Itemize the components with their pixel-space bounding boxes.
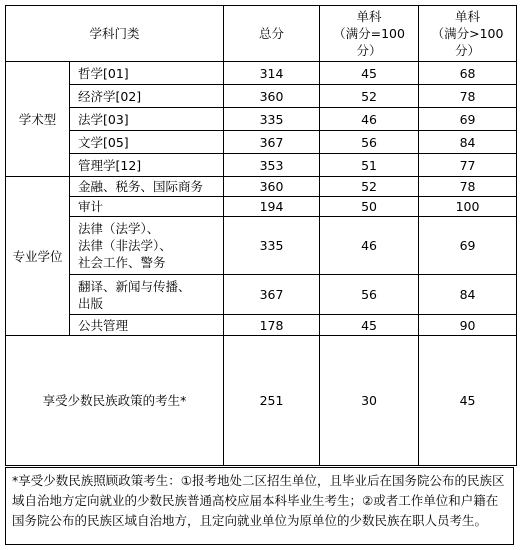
single-gt100-cell: 90 — [419, 315, 517, 336]
subject-cell: 法律（法学）、 法律（非法学）、 社会工作、警务 — [70, 217, 224, 275]
single-gt100-cell: 100 — [419, 197, 517, 217]
subject-cell: 金融、税务、国际商务 — [70, 177, 224, 197]
header-single-100: 单科 （满分=100 分） — [320, 6, 419, 62]
single-gt100-cell: 69 — [419, 108, 517, 131]
footnote: *享受少数民族照顾政策考生：①报考地处二区招生单位，且毕业后在国务院公布的民族区域自治地方定向就业的少数民族普通高校应届本科毕业生考生；②或者工作单位和户籍在国务院公布的民族区域自治地方，且定向就业单位为原单位的少数民族在职人员考生。 — [5, 467, 514, 545]
single-100-cell: 56 — [320, 275, 419, 315]
subject-cell: 管理学[12] — [70, 154, 224, 177]
single-100-cell: 45 — [320, 315, 419, 336]
subject-cell: 翻译、新闻与传播、 出版 — [70, 275, 224, 315]
total-cell: 178 — [224, 315, 320, 336]
total-cell: 335 — [224, 217, 320, 275]
score-table — [5, 5, 517, 466]
subject-cell: 审计 — [70, 197, 224, 217]
total-cell: 194 — [224, 197, 320, 217]
single-100-cell: 51 — [320, 154, 419, 177]
table-row — [6, 85, 517, 108]
table-row — [6, 62, 517, 85]
single-gt100-cell: 84 — [419, 275, 517, 315]
minority-label: 享受少数民族政策的考生* — [6, 336, 224, 466]
single-gt100-cell: 84 — [419, 131, 517, 154]
table-row — [6, 275, 517, 315]
single-100-cell: 46 — [320, 108, 419, 131]
table-row — [6, 177, 517, 197]
table-row — [6, 197, 517, 217]
minority-single-gt100: 45 — [419, 336, 517, 466]
header-row — [6, 6, 517, 62]
minority-total: 251 — [224, 336, 320, 466]
total-cell: 367 — [224, 275, 320, 315]
total-cell: 367 — [224, 131, 320, 154]
total-cell: 360 — [224, 177, 320, 197]
subject-cell: 公共管理 — [70, 315, 224, 336]
single-100-cell: 46 — [320, 217, 419, 275]
minority-single-100: 30 — [320, 336, 419, 466]
single-100-cell: 52 — [320, 177, 419, 197]
table-row — [6, 154, 517, 177]
table-row — [6, 108, 517, 131]
single-100-cell: 56 — [320, 131, 419, 154]
single-gt100-cell: 68 — [419, 62, 517, 85]
total-cell: 335 — [224, 108, 320, 131]
table-row — [6, 131, 517, 154]
single-gt100-cell: 78 — [419, 177, 517, 197]
subject-cell: 法学[03] — [70, 108, 224, 131]
group-professional: 专业学位 — [6, 177, 70, 336]
total-cell: 314 — [224, 62, 320, 85]
table-row — [6, 315, 517, 336]
group-academic: 学术型 — [6, 62, 70, 177]
single-gt100-cell: 69 — [419, 217, 517, 275]
single-gt100-cell: 77 — [419, 154, 517, 177]
minority-row — [6, 336, 517, 466]
single-100-cell: 45 — [320, 62, 419, 85]
table-row — [6, 217, 517, 275]
total-cell: 353 — [224, 154, 320, 177]
single-100-cell: 50 — [320, 197, 419, 217]
single-gt100-cell: 78 — [419, 85, 517, 108]
single-100-cell: 52 — [320, 85, 419, 108]
subject-cell: 哲学[01] — [70, 62, 224, 85]
header-category: 学科门类 — [6, 6, 224, 62]
total-cell: 360 — [224, 85, 320, 108]
header-single-gt100: 单科 （满分>100 分） — [419, 6, 517, 62]
header-total: 总分 — [224, 6, 320, 62]
subject-cell: 经济学[02] — [70, 85, 224, 108]
subject-cell: 文学[05] — [70, 131, 224, 154]
